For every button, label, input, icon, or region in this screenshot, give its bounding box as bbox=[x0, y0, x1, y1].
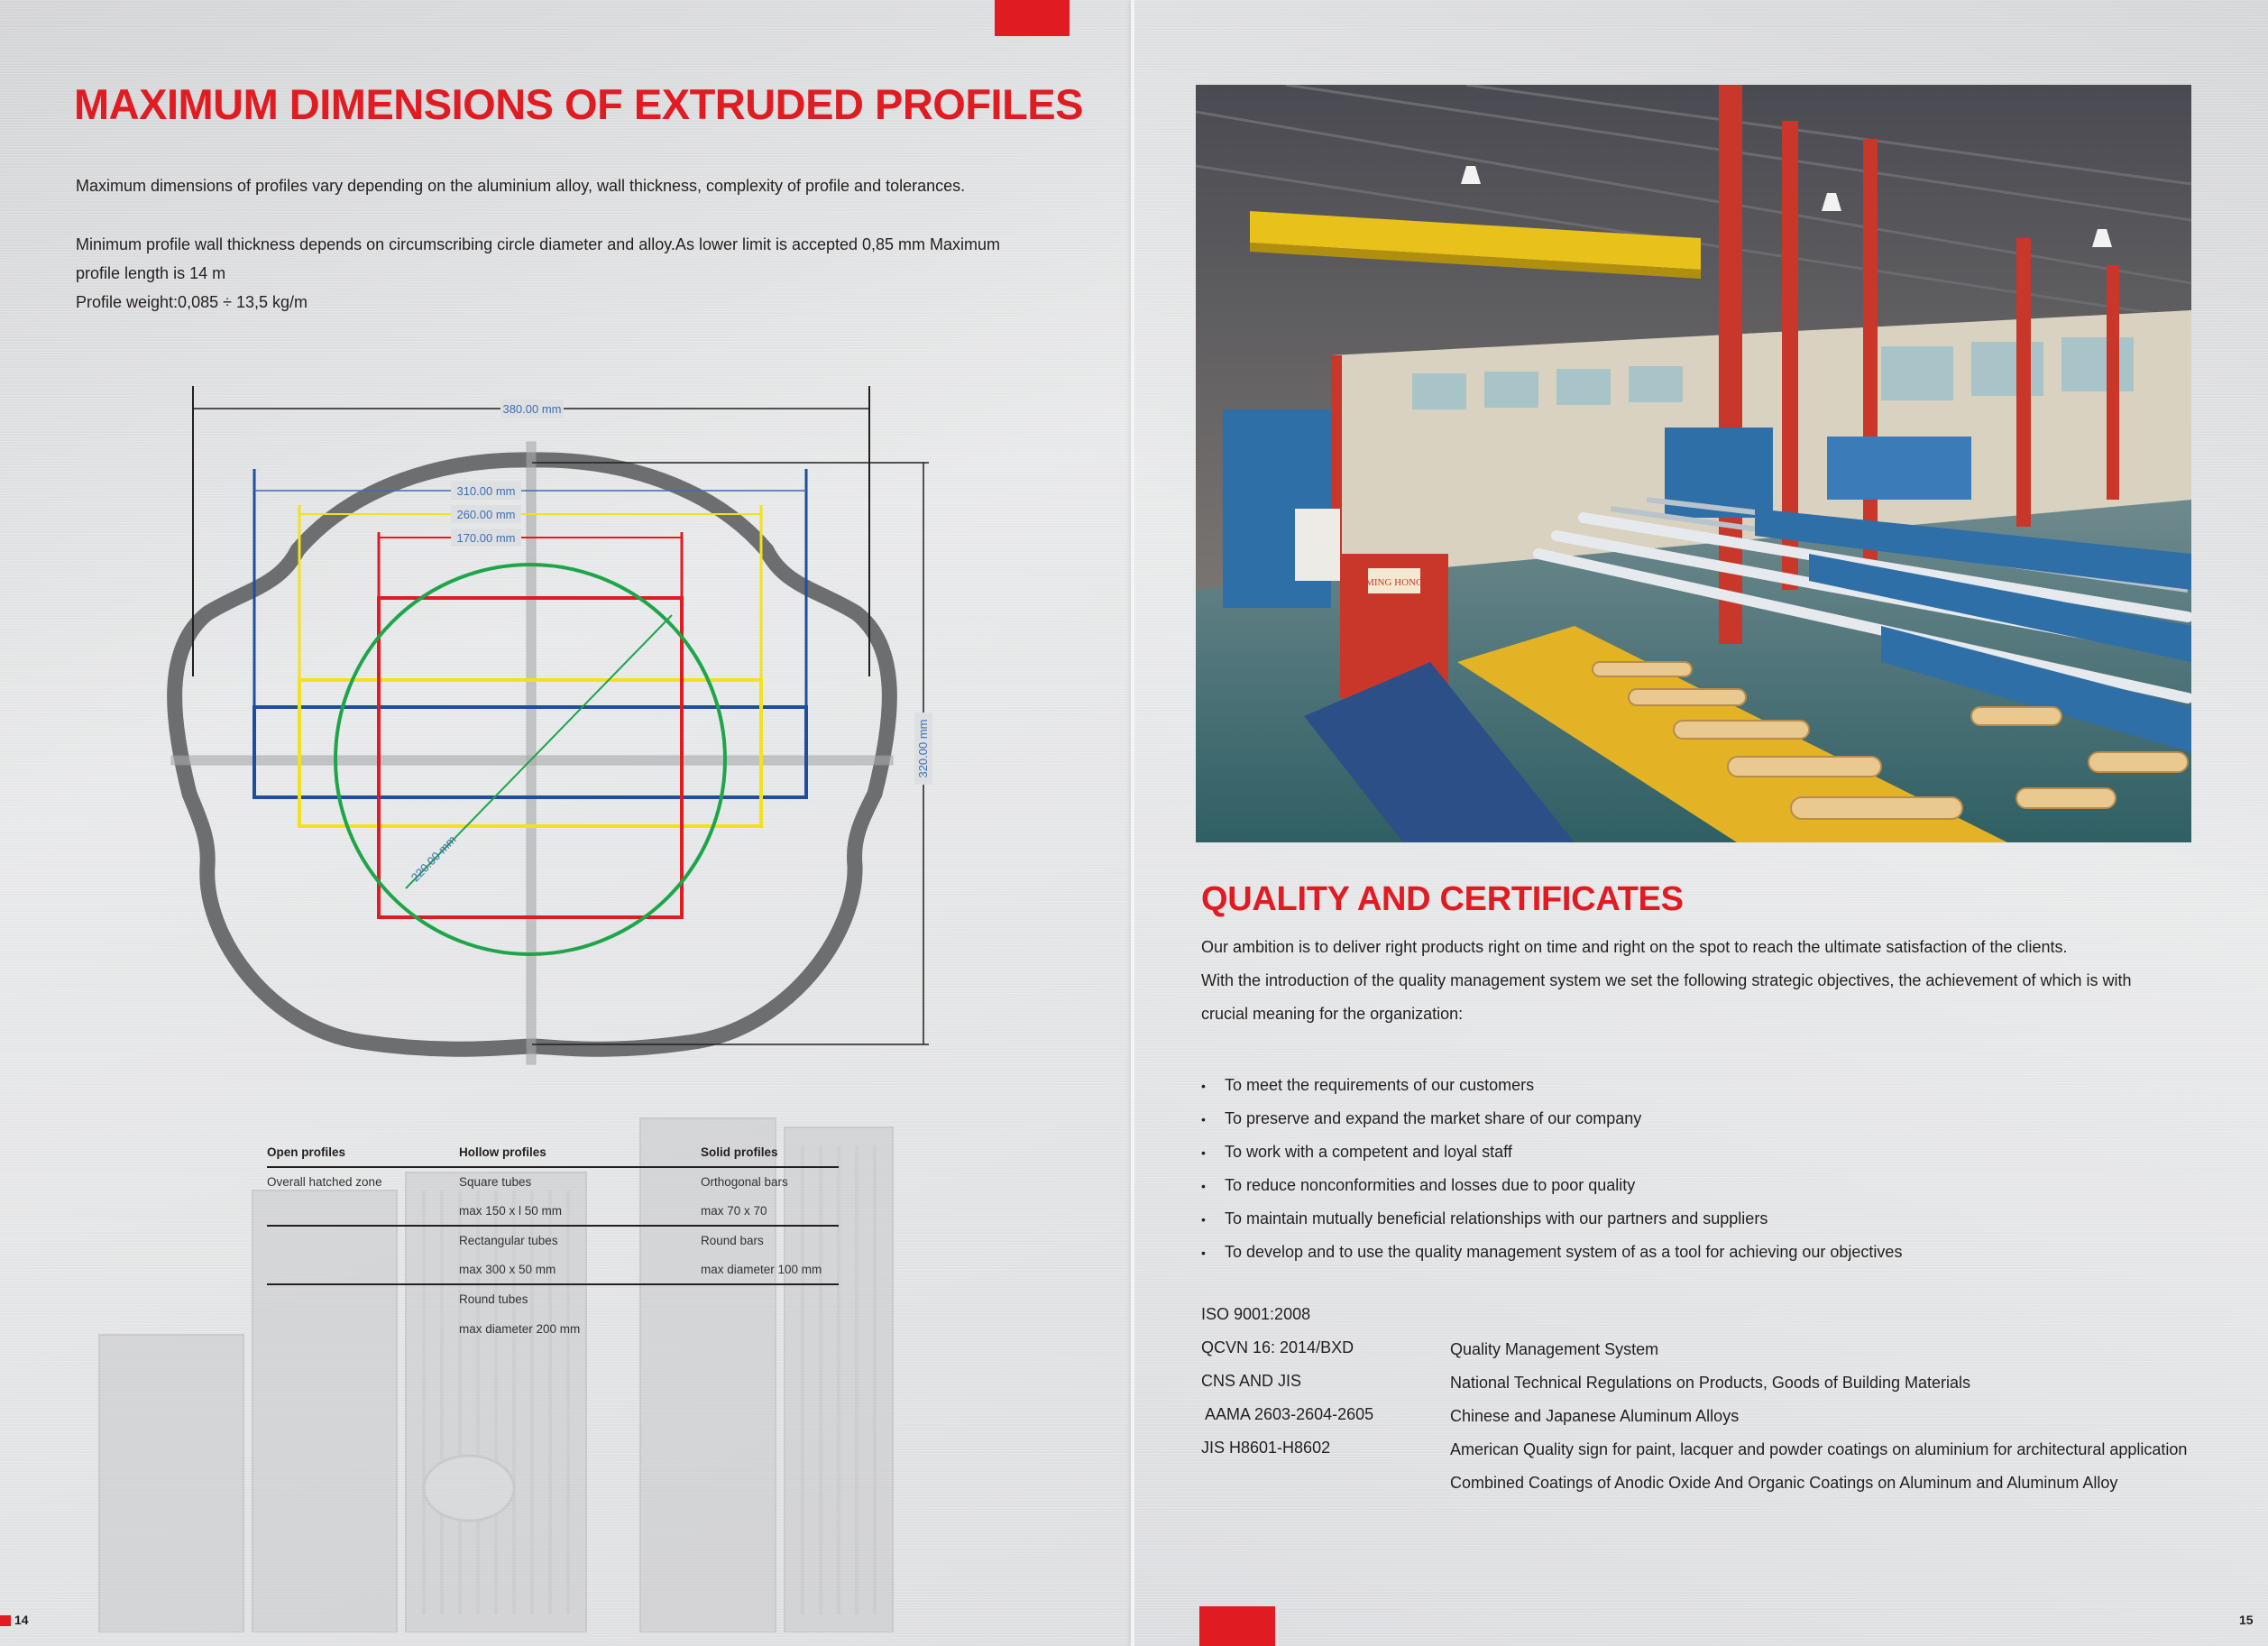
cert-code: JIS H8601-H8602 bbox=[1201, 1439, 1331, 1457]
header-open-profiles: Open profiles bbox=[267, 1145, 346, 1159]
cert-code: ISO 9001:2008 bbox=[1201, 1305, 1311, 1323]
table-cell: Round tubes bbox=[459, 1292, 528, 1307]
objective-text: To preserve and expand the market share of our company bbox=[1225, 1109, 1642, 1127]
weight-line: Profile weight:0,085 ÷ 13,5 kg/m bbox=[76, 293, 308, 311]
cert-description: Quality Management System bbox=[1450, 1340, 1659, 1358]
objective-text: To meet the requirements of our customers bbox=[1225, 1076, 1535, 1094]
bullet-icon: • bbox=[1201, 1178, 1206, 1193]
dim-220-label: 220.00 mm bbox=[408, 832, 459, 885]
table-row bbox=[267, 1285, 839, 1315]
quality-paragraph-line-1: Our ambition is to deliver right products right on time and right on the spot to reach the ultimate satisfaction of the clients. bbox=[1201, 938, 2068, 956]
thickness-paragraph bbox=[76, 230, 1000, 317]
table-cell: Square tubes bbox=[459, 1175, 532, 1190]
thickness-line-2: profile length is 14 m bbox=[76, 264, 226, 282]
intro-paragraph: Maximum dimensions of profiles vary depending on the aluminium alloy, wall thickness, complexity of profile and tolerances. bbox=[76, 177, 966, 195]
profile-spec-table bbox=[267, 1138, 839, 1344]
table-row bbox=[267, 1197, 839, 1227]
thickness-line-1: Minimum profile wall thickness depends on circumscribing circle diameter and alloy.As lower limit is accepted 0,85 mm Maximum bbox=[76, 235, 1001, 253]
page-title: MAXIMUM DIMENSIONS OF EXTRUDED PROFILES bbox=[74, 80, 1083, 128]
objective-text: To develop and to use the quality management system of as a tool for achieving our objectives bbox=[1225, 1243, 1903, 1261]
cert-code: QCVN 16: 2014/BXD bbox=[1201, 1338, 1354, 1356]
cert-code: CNS AND JIS bbox=[1201, 1372, 1302, 1390]
table-cell: max 70 x 70 bbox=[701, 1203, 767, 1218]
header-hollow-profiles: Hollow profiles bbox=[459, 1145, 546, 1159]
cert-code: AAMA 2603-2604-2605 bbox=[1201, 1405, 1374, 1423]
table-cell: max 300 x 50 mm bbox=[459, 1262, 556, 1276]
dim-170-label: 170.00 mm bbox=[456, 531, 516, 545]
quality-title: QUALITY AND CERTIFICATES bbox=[1201, 880, 1684, 918]
header-solid-profiles: Solid profiles bbox=[701, 1145, 778, 1159]
table-cell: max diameter 200 mm bbox=[459, 1321, 581, 1336]
photo-sign-text: MING HONG bbox=[1365, 577, 1423, 588]
table-cell: Round bars bbox=[701, 1234, 764, 1248]
bullet-icon: • bbox=[1201, 1145, 1206, 1160]
bullet-icon: • bbox=[1201, 1111, 1206, 1126]
table-cell: max 150 x l 50 mm bbox=[459, 1203, 563, 1218]
objectives-list bbox=[1201, 1069, 1902, 1269]
list-item bbox=[1201, 1136, 1902, 1169]
table-header-row bbox=[267, 1138, 839, 1168]
page-number-marker bbox=[0, 1615, 11, 1626]
bullet-icon: • bbox=[1201, 1245, 1206, 1260]
objective-text: To maintain mutually beneficial relationships with our partners and suppliers bbox=[1225, 1209, 1768, 1228]
list-item bbox=[1201, 1069, 1902, 1102]
quality-paragraph-line-3: crucial meaning for the organization: bbox=[1201, 1005, 1464, 1023]
red-tab-top bbox=[995, 0, 1070, 36]
dim-380-label: 380.00 mm bbox=[502, 402, 562, 416]
table-row bbox=[267, 1168, 839, 1198]
page-number-right: 15 bbox=[2239, 1613, 2254, 1627]
dim-320-label: 320.00 mm bbox=[916, 719, 930, 778]
quality-paragraph-line-2: With the introduction of the quality management system we set the following strategic objectives, the achievement of which is with bbox=[1201, 971, 2132, 989]
bullet-icon: • bbox=[1201, 1211, 1206, 1227]
objective-text: To work with a competent and loyal staff bbox=[1225, 1143, 1512, 1161]
table-cell: Overall hatched zone bbox=[267, 1175, 382, 1190]
objective-text: To reduce nonconformities and losses due to poor quality bbox=[1225, 1176, 1636, 1194]
table-cell: max diameter 100 mm bbox=[701, 1262, 822, 1276]
page-number-left: 14 bbox=[14, 1613, 29, 1627]
left-page bbox=[0, 0, 1131, 1646]
table-cell: Orthogonal bars bbox=[701, 1175, 788, 1190]
factory-photo bbox=[1196, 85, 2191, 842]
cert-description: Chinese and Japanese Aluminum Alloys bbox=[1450, 1407, 1740, 1425]
table-row bbox=[267, 1314, 839, 1344]
cert-description: American Quality sign for paint, lacquer and powder coatings on aluminium for architectural application bbox=[1450, 1440, 2188, 1458]
table-cell: Rectangular tubes bbox=[459, 1234, 558, 1248]
dim-260-label: 260.00 mm bbox=[456, 508, 516, 521]
table-row bbox=[267, 1227, 839, 1256]
red-tab-bottom bbox=[1199, 1606, 1275, 1646]
right-page bbox=[1134, 0, 2268, 1646]
list-item bbox=[1201, 1169, 1902, 1202]
list-item bbox=[1201, 1236, 1902, 1269]
cert-description: National Technical Regulations on Products, Goods of Building Materials bbox=[1450, 1374, 1970, 1392]
factory-photo-illustration bbox=[1196, 85, 2191, 842]
cert-description: Combined Coatings of Anodic Oxide And Organic Coatings on Aluminum and Aluminum Alloy bbox=[1450, 1474, 2118, 1492]
dimensions-diagram bbox=[153, 379, 947, 1082]
list-item bbox=[1201, 1202, 1902, 1236]
table-row bbox=[267, 1255, 839, 1285]
list-item bbox=[1201, 1102, 1902, 1136]
dim-310-label: 310.00 mm bbox=[456, 484, 516, 498]
bullet-icon: • bbox=[1201, 1078, 1206, 1093]
